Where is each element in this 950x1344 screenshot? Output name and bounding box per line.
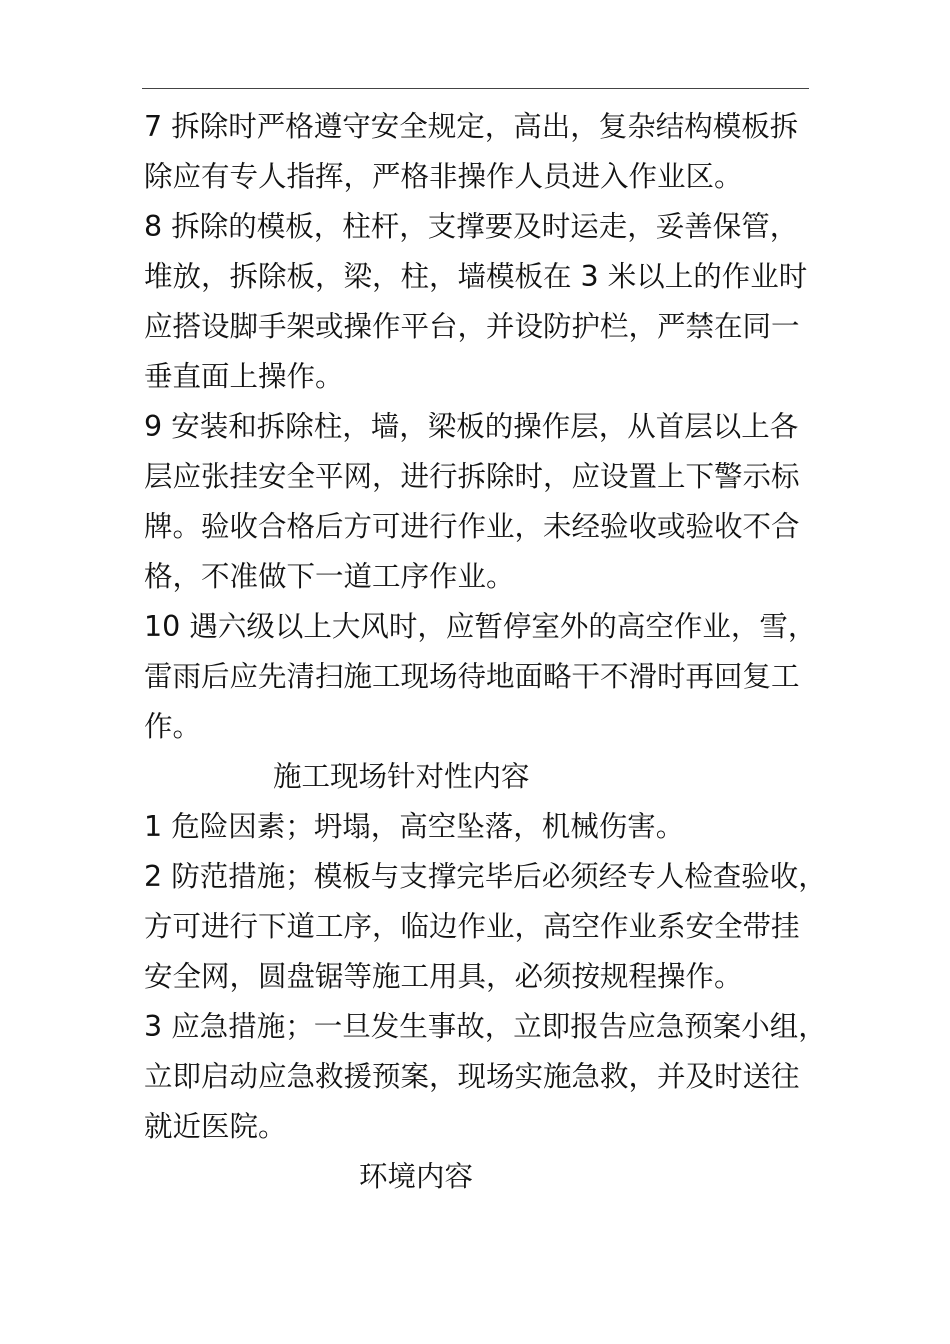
text-line: 3 应急措施；一旦发生事故，立即报告应急预案小组， [144,1010,827,1043]
text-line: 就近医院。 [144,1110,287,1143]
text-line: 1 危险因素；坍塌，高空坠落，机械伤害。 [144,810,685,843]
text-line: 层应张挂安全平网，进行拆除时，应设置上下警示标 [144,460,800,493]
text-line: 7 拆除时严格遵守安全规定，高出，复杂结构模板拆 [144,110,799,143]
section-heading-site-specific: 施工现场针对性内容 [273,760,530,793]
text-line: 除应有专人指挥，严格非操作人员进入作业区。 [144,160,743,193]
section-heading-environment: 环境内容 [359,1160,474,1193]
text-line: 雷雨后应先清扫施工现场待地面略干不滑时再回复工 [144,660,800,693]
text-line: 作。 [144,710,202,743]
text-line: 应搭设脚手架或操作平台，并设防护栏，严禁在同一 [144,310,800,343]
text-line: 9 安装和拆除柱，墙，梁板的操作层，从首层以上各 [144,410,799,443]
text-line: 堆放，拆除板，梁，柱，墙模板在 3 米以上的作业时 [144,260,808,293]
text-line: 垂直面上操作。 [144,360,344,393]
document-body [144,102,827,1202]
text-line: 格，不准做下一道工序作业。 [144,560,515,593]
text-line: 10 遇六级以上大风时，应暂停室外的高空作业，雪， [144,610,817,643]
text-line: 牌。验收合格后方可进行作业，未经验收或验收不合 [144,510,800,543]
text-line: 立即启动应急救援预案，现场实施急救，并及时送往 [144,1060,800,1093]
text-line: 方可进行下道工序，临边作业，高空作业系安全带挂 [144,910,800,943]
text-line: 2 防范措施；模板与支撑完毕后必须经专人检查验收， [144,860,827,893]
text-line: 8 拆除的模板，柱杆，支撑要及时运走，妥善保管， [144,210,799,243]
text-line: 安全网，圆盘锯等施工用具，必须按规程操作。 [144,960,743,993]
header-rule [142,88,809,89]
